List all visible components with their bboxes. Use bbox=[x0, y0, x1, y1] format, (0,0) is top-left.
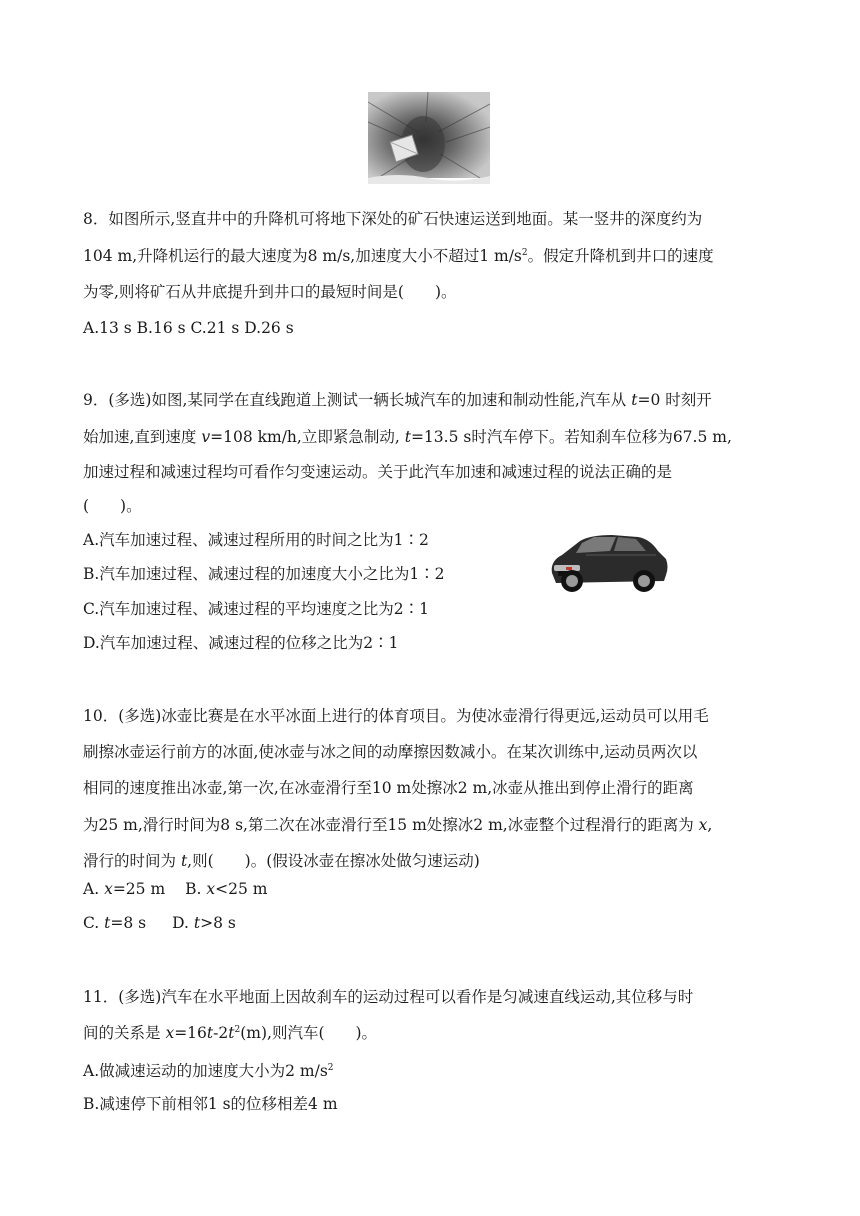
q10-option-a-text: =25 m bbox=[112, 880, 166, 898]
suv-car-image bbox=[546, 525, 670, 597]
q8-line2-a: 104 m,升降机运行的最大速度为8 m/s,加速度大小不超过1 m/s bbox=[83, 247, 522, 265]
q9-line4: ( )。 bbox=[83, 497, 142, 515]
q10-line4 bbox=[83, 815, 712, 835]
q10-var-x: x bbox=[698, 816, 708, 834]
q9-line2-b: =108 km/h,立即紧急制动, bbox=[210, 428, 405, 446]
q11-option-b: B.减速停下前相邻1 s的位移相差4 m bbox=[83, 1095, 338, 1113]
q9-option-d: D.汽车加速过程、减速过程的位移之比为2∶1 bbox=[83, 634, 399, 652]
q10-line4-a: 为25 m,滑行时间为8 s,第二次在冰壶滑行至15 m处擦冰2 m,冰壶整个过程滑行的距离为 bbox=[83, 816, 699, 834]
q11-var-t2: t bbox=[228, 1024, 235, 1042]
q10-option-d bbox=[172, 914, 236, 932]
q11-line2-d: (m),则汽车( )。 bbox=[240, 1024, 378, 1042]
q11-var-t1: t bbox=[206, 1024, 214, 1042]
q8-line2-b: 。假定升降机到井口的速度 bbox=[527, 247, 714, 265]
q11-line2-a: 间的关系是 bbox=[83, 1024, 166, 1042]
q9-line3: 加速过程和减速过程均可看作匀变速运动。关于此汽车加速和减速过程的说法正确的是 bbox=[83, 463, 673, 481]
q9-option-a: A.汽车加速过程、减速过程所用的时间之比为1∶2 bbox=[83, 531, 429, 549]
q10-option-d-var: t bbox=[193, 914, 201, 932]
q10-line3: 相同的速度推出冰壶,第一次,在冰壶滑行至10 m处擦冰2 m,冰壶从推出到停止滑行的距离 bbox=[83, 779, 694, 797]
q10-line5-a: 滑行的时间为 bbox=[83, 852, 181, 870]
q9-option-c: C.汽车加速过程、减速过程的平均速度之比为2∶1 bbox=[83, 600, 429, 618]
q10-option-d-text: >8 s bbox=[200, 914, 236, 932]
mine-shaft-image bbox=[368, 92, 490, 184]
q11-line2-b: =16 bbox=[174, 1024, 207, 1042]
q10-option-c bbox=[83, 914, 146, 932]
q11-var-x: x bbox=[165, 1024, 175, 1042]
q9-var-t2: t bbox=[404, 428, 411, 446]
q10-var-t: t bbox=[180, 852, 188, 870]
q10-option-b-text: <25 m bbox=[215, 880, 268, 898]
q10-option-b-prefix: B. bbox=[185, 880, 207, 898]
q10-line4-b: , bbox=[707, 816, 713, 834]
q9-var-t: t bbox=[631, 391, 638, 409]
q10-option-c-prefix: C. bbox=[83, 914, 105, 932]
q9-var-v: v bbox=[201, 428, 211, 446]
q9-line2-a: 始加速,直到速度 bbox=[83, 428, 202, 446]
q11-option-a-sup: 2 bbox=[327, 1063, 334, 1073]
q8-line2 bbox=[83, 246, 714, 266]
q9-line1-a: 9．(多选)如图,某同学在直线跑道上测试一辆长城汽车的加速和制动性能,汽车从 bbox=[83, 391, 632, 409]
q10-line5 bbox=[83, 851, 480, 871]
q10-options-cd bbox=[83, 913, 236, 933]
q11-line1: 11．(多选)汽车在水平地面上因故刹车的运动过程可以看作是匀减速直线运动,其位移与时 bbox=[83, 988, 694, 1006]
q8-options: A.13 s B.16 s C.21 s D.26 s bbox=[83, 319, 294, 337]
q10-option-a-var: x bbox=[104, 880, 113, 898]
q10-option-b bbox=[185, 880, 267, 898]
q9-line2 bbox=[83, 427, 732, 447]
q8-line2-sup: 2 bbox=[521, 248, 528, 258]
q10-line5-b: ,则( )。(假设冰壶在擦冰处做匀速运动) bbox=[187, 852, 480, 870]
q10-option-a-prefix: A. bbox=[83, 880, 105, 898]
q10-line2: 刷擦冰壶运行前方的冰面,使冰壶与冰之间的动摩擦因数减小。在某次训练中,运动员两次以 bbox=[83, 743, 698, 761]
q11-line2-c: -2 bbox=[213, 1024, 229, 1042]
q8-line1: 8．如图所示,竖直井中的升降机可将地下深处的矿石快速运送到地面。某一竖井的深度约为 bbox=[83, 210, 703, 228]
q11-line2-sup: 2 bbox=[234, 1025, 241, 1035]
q11-option-a bbox=[83, 1061, 334, 1081]
q10-options-ab bbox=[83, 879, 268, 899]
q10-option-a bbox=[83, 880, 165, 898]
q11-line2 bbox=[83, 1023, 377, 1043]
q10-line1: 10．(多选)冰壶比赛是在水平冰面上进行的体育项目。为使冰壶滑行得更远,运动员可以用毛 bbox=[83, 707, 709, 725]
q9-line1-b: =0 时刻开 bbox=[637, 391, 712, 409]
q9-line1 bbox=[83, 390, 712, 410]
q8-line3: 为零,则将矿石从井底提升到井口的最短时间是( )。 bbox=[83, 283, 457, 301]
q11-option-a-text: A.做减速运动的加速度大小为2 m/s bbox=[83, 1062, 328, 1080]
q9-option-b: B.汽车加速过程、减速过程的加速度大小之比为1∶2 bbox=[83, 565, 445, 583]
q10-option-c-var: t bbox=[104, 914, 111, 932]
q10-option-c-text: =8 s bbox=[110, 914, 147, 932]
q9-line2-c: =13.5 s时汽车停下。若知刹车位移为67.5 m, bbox=[410, 428, 732, 446]
q10-option-b-var: x bbox=[206, 880, 216, 898]
q10-option-d-prefix: D. bbox=[172, 914, 194, 932]
